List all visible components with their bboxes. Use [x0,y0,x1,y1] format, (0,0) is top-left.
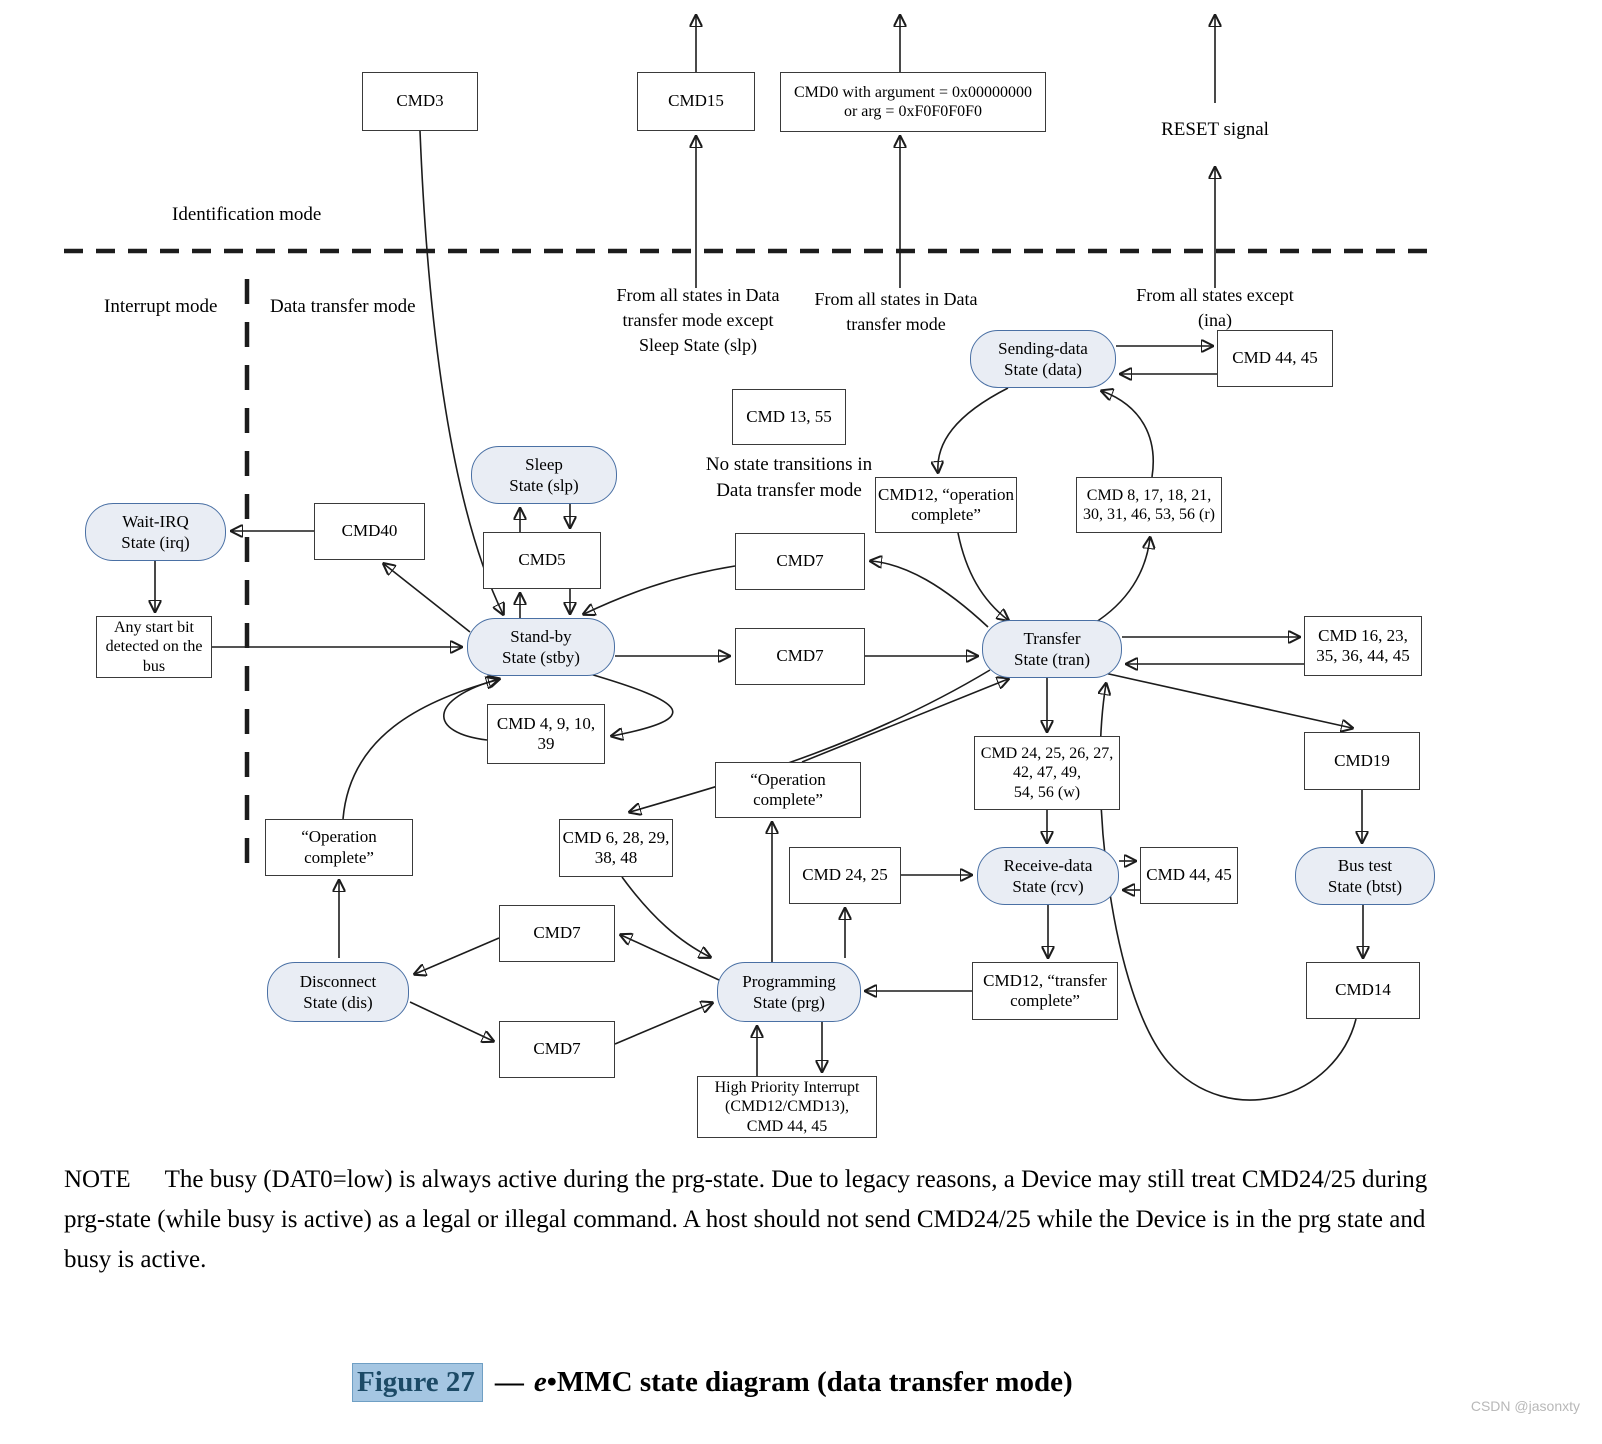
label: State (rcv) [1012,877,1084,896]
label: Programming [742,971,836,991]
box-cmd6-group [559,819,673,877]
box-high-priority-interrupt [697,1076,877,1138]
label: CMD19 [1334,750,1390,770]
label: CMD15 [668,91,724,111]
state-stand-by [467,618,615,676]
label: State (stby) [502,648,580,667]
label: complete” [1010,991,1080,1010]
label: CMD 24, 25, 26, 27, [980,745,1114,763]
label: bus [142,657,166,675]
label: transfer mode [846,313,946,334]
box-cmd7-dis-to-prg [499,1021,615,1078]
label: complete” [753,790,823,809]
box-cmd19 [1304,732,1420,790]
label: CMD 6, 28, 29, [562,827,670,847]
label: CMD3 [396,91,444,111]
label: CMD 24, 25 [802,865,888,885]
box-any-start-bit [96,616,212,678]
box-cmd24-25 [789,847,901,904]
from-all-states-dtm-label [781,287,1011,337]
label: Bus test [1337,855,1393,875]
box-cmd14 [1306,962,1420,1019]
box-cmd7-stby-to-tran [735,628,865,685]
state-sleep [471,446,617,504]
label: CMD 16, 23, [1318,625,1408,645]
label: No state transitions in [705,454,873,475]
box-cmd12-operation-complete [875,477,1017,533]
label: CMD 44, 45 [1232,348,1318,368]
label: CMD7 [776,646,824,666]
label: State (prg) [753,993,825,1012]
note-paragraph [64,1160,1464,1280]
label: From all states in Data [616,285,780,305]
label: CMD7 [776,551,824,571]
label: From all states except [1136,285,1294,305]
label: State (tran) [1014,650,1090,669]
label: Sending-data [998,338,1088,358]
label: or arg = 0xF0F0F0F0 [843,103,983,120]
label: Any start bit [114,619,194,637]
label: CMD14 [1335,980,1391,1000]
note-label: NOTE [64,1166,131,1193]
label: Data transfer mode [716,480,862,502]
label: CMD 8, 17, 18, 21, [1086,486,1212,504]
label: Wait-IRQ [122,511,189,531]
note-text: The busy (DAT0=low) is always active during the prg-state. Due to legacy reasons, a Device may still treat CMD24/25 during prg-state (while busy is active) as a legal or illegal command. A host should not send CMD24/25 while the Device is in the prg state and busy is active. [64,1166,1428,1273]
label: CMD40 [341,521,398,541]
box-cmd7-prg-to-dis [499,905,615,962]
label: CMD12, “operation [878,484,1014,504]
box-cmd16-group [1304,616,1422,676]
label: From all states in Data [814,289,978,309]
data-transfer-mode-label: Data transfer mode [270,296,416,317]
label: CMD7 [533,1039,581,1059]
label: “Operation [301,827,377,847]
box-operation-complete-tran [715,762,861,818]
label: transfer mode except [622,309,774,330]
state-disconnect [267,962,409,1022]
label: complete” [304,847,374,867]
label: State (irq) [121,533,190,552]
label: Sleep [525,454,563,474]
csdn-watermark: CSDN @jasonxty [1470,1398,1580,1414]
label: 54, 56 (w) [1013,783,1081,801]
state-bus-test [1295,847,1435,905]
box-cmd8-read-group [1076,477,1222,533]
box-cmd7-tran-to-stby [735,533,865,590]
from-all-states-except-sleep-label [583,283,813,357]
label: Sleep State (slp) [639,334,757,355]
box-cmd44-45-rcv [1140,847,1238,904]
figure-caption [352,1366,1073,1399]
box-cmd5 [483,532,601,589]
label: CMD7 [533,923,581,943]
figure-caption-number[interactable]: Figure 27 [352,1363,483,1402]
label: State (dis) [303,993,373,1012]
caption-title: •MMC state diagram (data transfer mode) [546,1366,1073,1398]
identification-mode-label: Identification mode [172,204,322,225]
box-cmd3 [362,72,478,131]
state-receive-data [977,847,1119,905]
state-wait-irq [85,503,226,561]
box-cmd44-45-sending [1217,330,1333,387]
box-cmd24-write-group [974,736,1120,810]
label: 42, 47, 49, [1013,764,1081,782]
box-operation-complete-stby [265,819,413,876]
state-sending-data [970,330,1116,388]
label: State (slp) [509,476,579,495]
state-transfer [982,620,1122,678]
state-programming [717,962,861,1022]
label: detected on the [105,638,203,656]
label: 39 [537,734,555,753]
caption-dash: — [494,1366,524,1398]
label: CMD 44, 45 [746,1117,828,1135]
label: Receive-data [1003,855,1093,875]
caption-emmc-e: e [533,1366,547,1398]
label: CMD 4, 9, 10, [496,713,596,733]
label: CMD 13, 55 [746,406,832,426]
label: 35, 36, 44, 45 [1316,646,1410,665]
label: 30, 31, 46, 53, 56 (r) [1083,506,1215,523]
label: 38, 48 [594,848,638,867]
label: complete” [911,505,981,524]
box-cmd0-reset [780,72,1046,132]
from-all-states-except-ina-label [1100,283,1330,333]
label: CMD0 with argument = 0x00000000 [793,83,1033,101]
label: Stand-by [510,626,572,646]
label: CMD12, “transfer [983,970,1107,990]
label: “Operation [750,769,826,789]
box-cmd40 [314,503,425,560]
label: State (btst) [1327,877,1403,896]
box-cmd13-55 [732,389,846,445]
label: Disconnect [299,971,377,991]
reset-signal-label: RESET signal [1161,119,1269,140]
label: Transfer [1023,628,1081,648]
label: (ina) [1198,309,1232,330]
interrupt-mode-label: Interrupt mode [104,296,218,317]
label: CMD5 [518,550,566,570]
label: State (data) [1004,360,1082,379]
label: (CMD12/CMD13), [724,1098,849,1116]
box-cmd4-group [487,704,605,764]
label: High Priority Interrupt [714,1079,860,1097]
label: CMD 44, 45 [1146,865,1232,885]
box-cmd15 [637,72,755,131]
box-cmd12-transfer-complete [972,962,1118,1020]
